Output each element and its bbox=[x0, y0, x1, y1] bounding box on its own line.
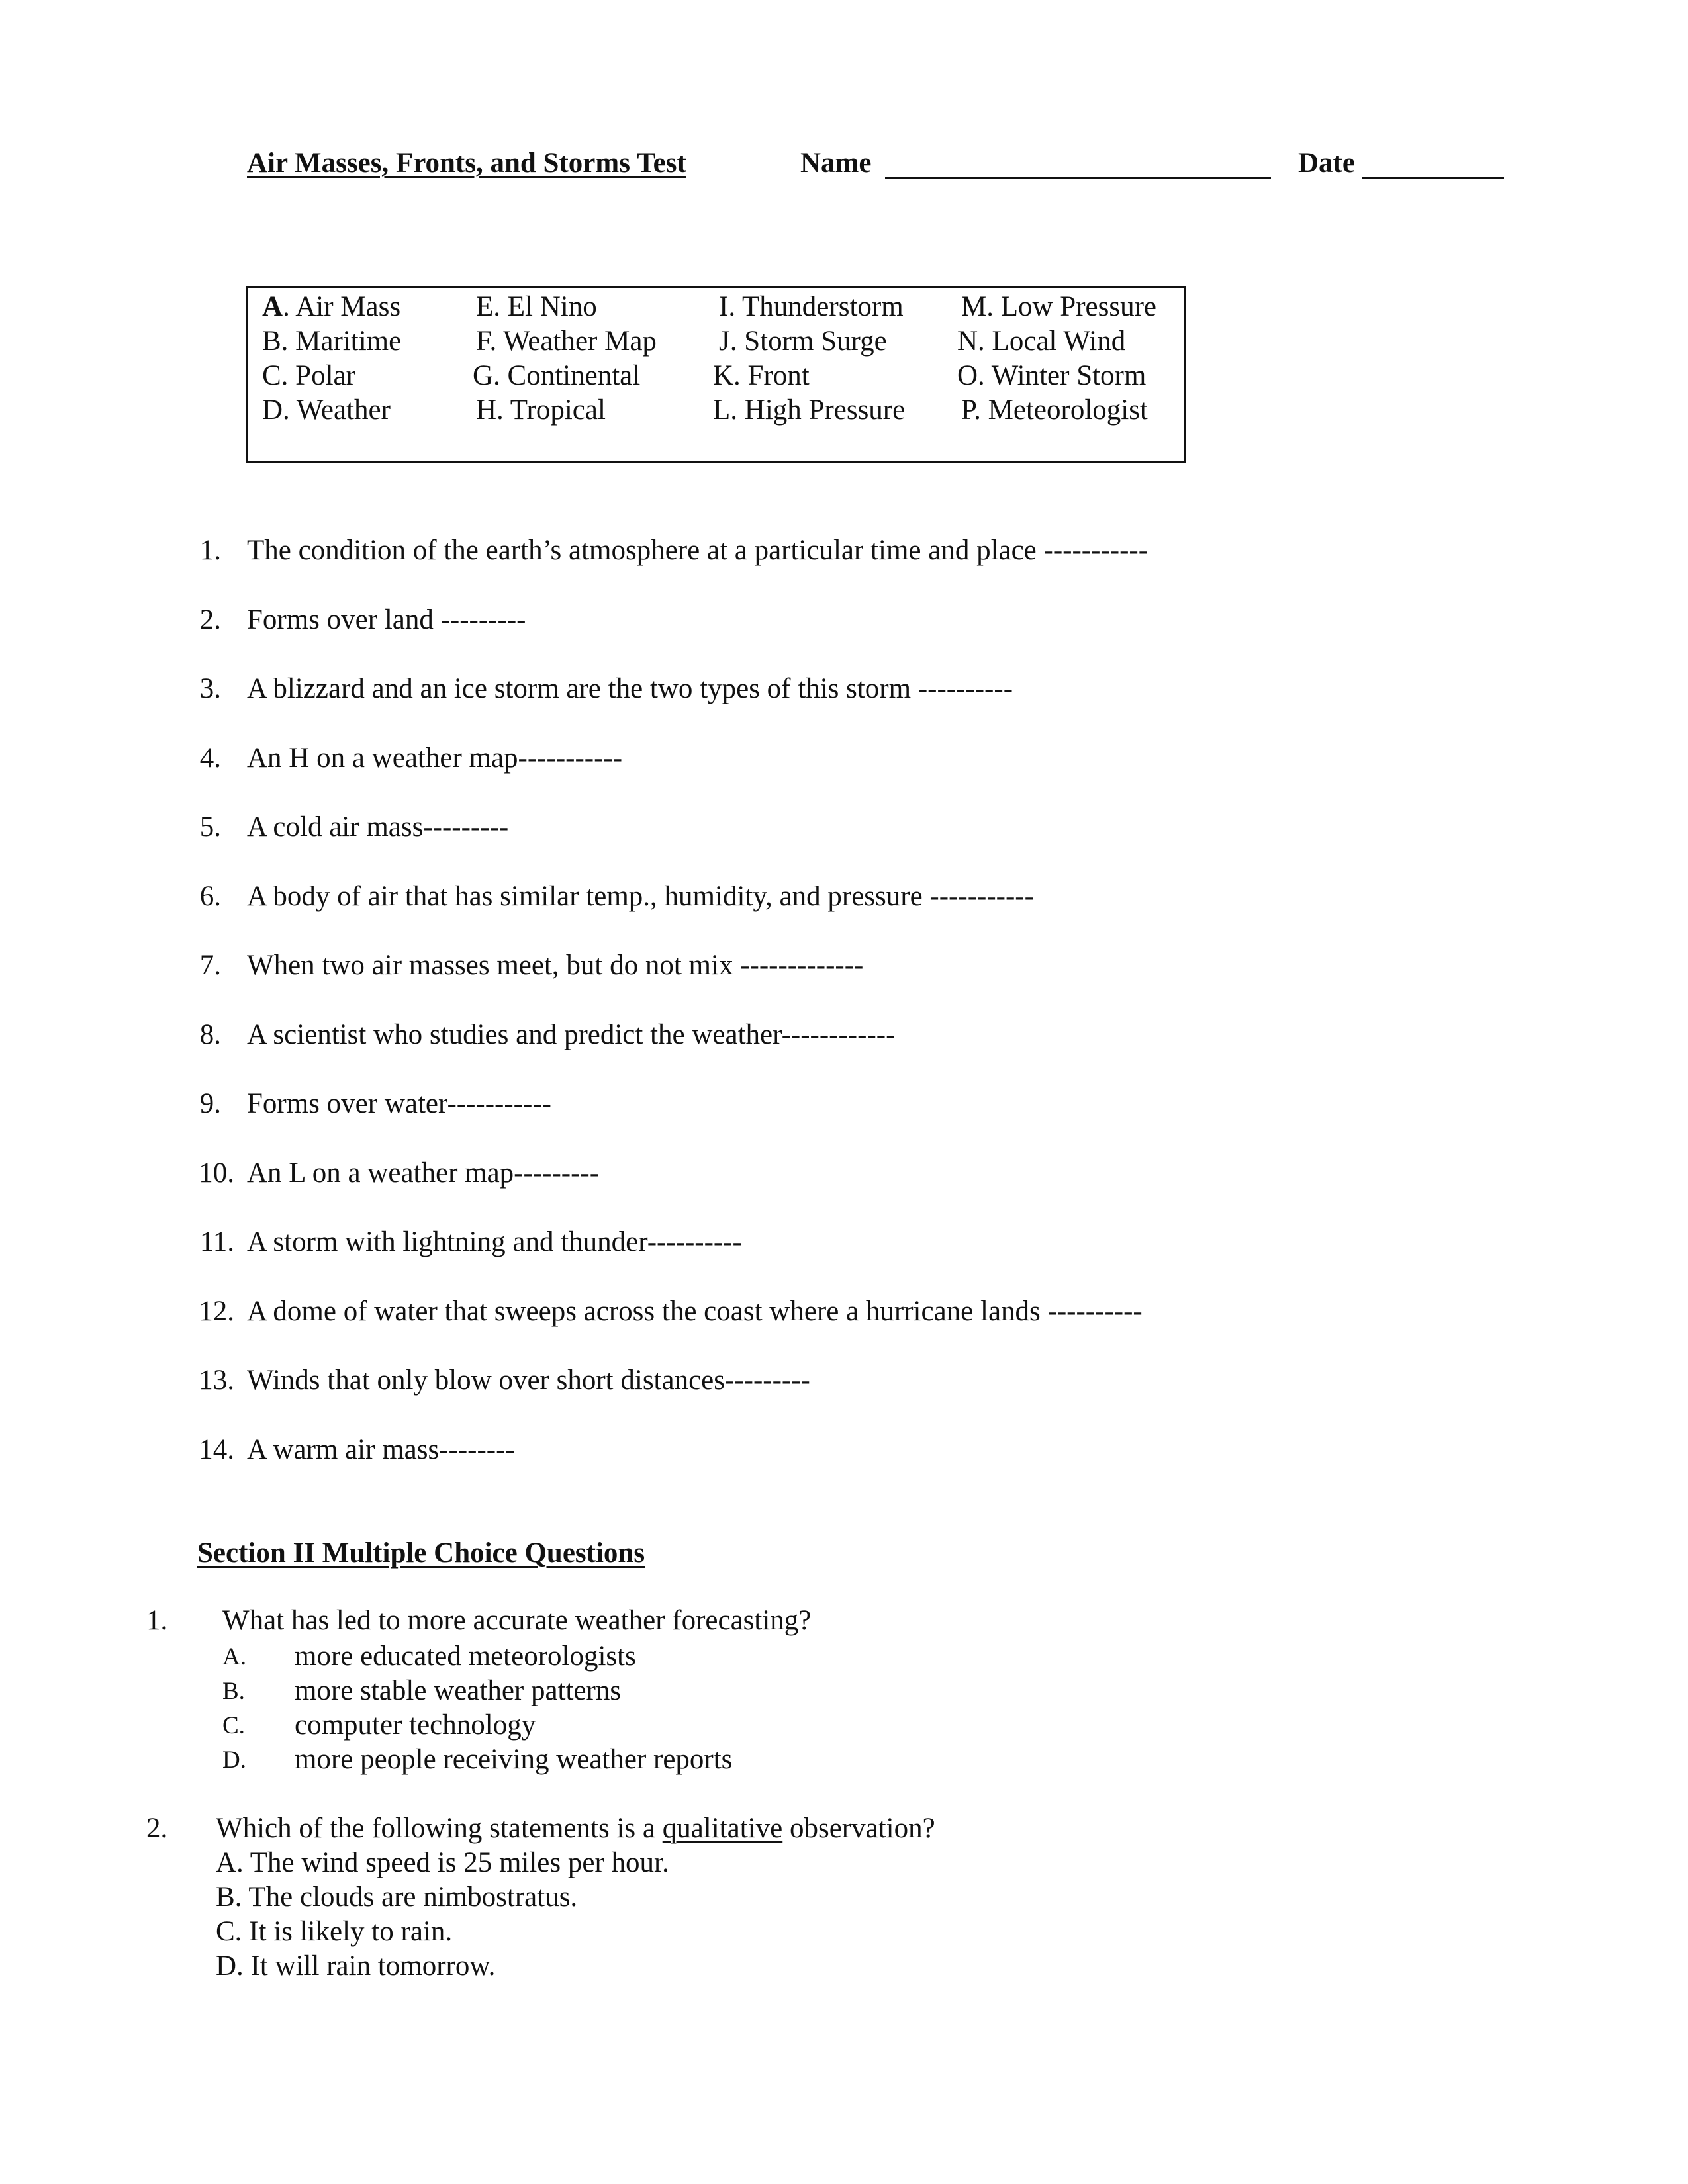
question-text: A dome of water that sweeps across the coast where a hurricane lands ---------- bbox=[247, 1296, 1143, 1327]
word-bank-item: P. Meteorologist bbox=[961, 394, 1148, 426]
option-text: computer technology bbox=[295, 1709, 536, 1741]
question-text: A cold air mass--------- bbox=[247, 811, 509, 842]
date-field[interactable] bbox=[1362, 147, 1504, 179]
option-text: B. The clouds are nimbostratus. bbox=[216, 1882, 578, 1913]
word-bank-item: D. Weather bbox=[262, 394, 391, 426]
test-title: Air Masses, Fronts, and Storms Test bbox=[247, 148, 686, 179]
question-number: 4. bbox=[199, 743, 221, 774]
word-bank-item: E. El Nino bbox=[476, 291, 597, 322]
question-text: A storm with lightning and thunder---------- bbox=[247, 1226, 742, 1257]
question-number: 3. bbox=[199, 673, 221, 704]
option-text: more educated meteorologists bbox=[295, 1641, 636, 1672]
question-text: When two air masses meet, but do not mix ------------- bbox=[247, 950, 864, 981]
option-letter: C. bbox=[222, 1712, 245, 1739]
mc-question-text: What has led to more accurate weather forecasting? bbox=[222, 1605, 812, 1636]
mc-question-text: Which of the following statements is a qualitative observation? bbox=[216, 1813, 935, 1844]
word-bank-item: F. Weather Map bbox=[476, 326, 657, 357]
word-bank-item: I. Thunderstorm bbox=[719, 291, 904, 322]
option-letter: D. bbox=[222, 1747, 246, 1774]
word-bank-item: K. Front bbox=[713, 360, 810, 391]
option-text: D. It will rain tomorrow. bbox=[216, 1950, 496, 1981]
question-text: A scientist who studies and predict the weather------------ bbox=[247, 1019, 896, 1050]
date-label: Date bbox=[1298, 148, 1355, 179]
question-text: Forms over land --------- bbox=[247, 604, 526, 635]
question-number: 6. bbox=[199, 881, 221, 912]
question-text: A warm air mass-------- bbox=[247, 1434, 515, 1465]
question-text: Forms over water----------- bbox=[247, 1088, 551, 1119]
mc-question-number: 2. bbox=[146, 1813, 168, 1844]
question-number: 9. bbox=[199, 1088, 221, 1119]
question-number: 1. bbox=[199, 535, 221, 566]
word-bank-item: J. Storm Surge bbox=[719, 326, 887, 357]
option-text: A. The wind speed is 25 miles per hour. bbox=[216, 1847, 669, 1878]
question-text: An L on a weather map--------- bbox=[247, 1158, 600, 1189]
question-number: 2. bbox=[199, 604, 221, 635]
question-number: 11. bbox=[199, 1226, 234, 1257]
question-number: 7. bbox=[199, 950, 221, 981]
question-number: 14. bbox=[199, 1434, 234, 1465]
question-number: 10. bbox=[199, 1158, 234, 1189]
word-bank-item: N. Local Wind bbox=[957, 326, 1126, 357]
question-text: An H on a weather map----------- bbox=[247, 743, 623, 774]
question-text: A body of air that has similar temp., humidity, and pressure ----------- bbox=[247, 881, 1034, 912]
word-bank bbox=[246, 286, 1186, 463]
question-number: 8. bbox=[199, 1019, 221, 1050]
section-heading: Section II Multiple Choice Questions bbox=[197, 1537, 645, 1569]
question-text: The condition of the earth’s atmosphere at a particular time and place ----------- bbox=[247, 535, 1149, 566]
word-bank-item: M. Low Pressure bbox=[961, 291, 1156, 322]
question-text: Winds that only blow over short distances--------- bbox=[247, 1365, 810, 1396]
word-bank-item: G. Continental bbox=[473, 360, 641, 391]
mc-question-number: 1. bbox=[146, 1605, 168, 1636]
question-number: 5. bbox=[199, 811, 221, 842]
word-bank-item: L. High Pressure bbox=[713, 394, 906, 426]
word-bank-item: O. Winter Storm bbox=[957, 360, 1147, 391]
word-bank-item: H. Tropical bbox=[476, 394, 606, 426]
question-text: A blizzard and an ice storm are the two types of this storm ---------- bbox=[247, 673, 1013, 704]
option-text: more stable weather patterns bbox=[295, 1675, 622, 1706]
option-text: C. It is likely to rain. bbox=[216, 1916, 453, 1947]
option-letter: A. bbox=[222, 1643, 246, 1670]
name-label: Name bbox=[800, 148, 872, 179]
question-number: 13. bbox=[199, 1365, 234, 1396]
option-text: more people receiving weather reports bbox=[295, 1744, 733, 1775]
word-bank-item: B. Maritime bbox=[262, 326, 402, 357]
option-letter: B. bbox=[222, 1678, 245, 1705]
word-bank-item: C. Polar bbox=[262, 360, 355, 391]
name-field[interactable] bbox=[885, 147, 1271, 179]
question-number: 12. bbox=[199, 1296, 234, 1327]
word-bank-item: A. Air Mass bbox=[262, 291, 401, 322]
